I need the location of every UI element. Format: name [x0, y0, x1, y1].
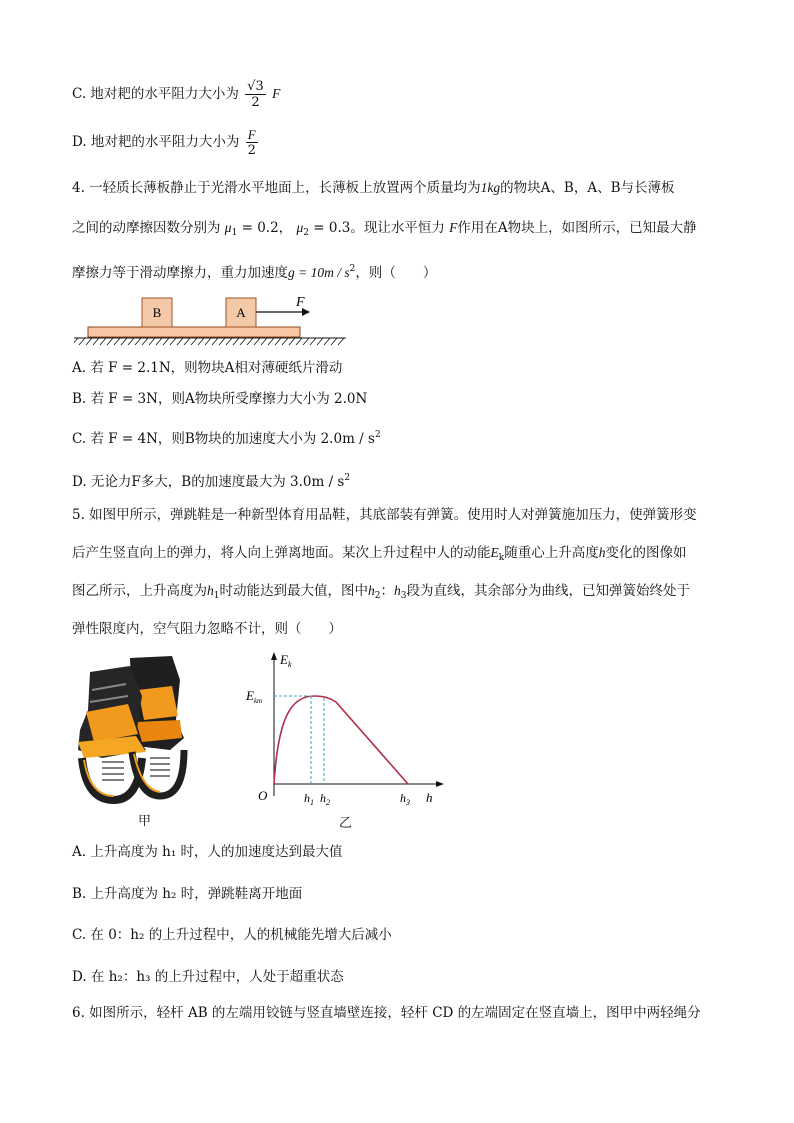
figure-right-caption: 乙 — [339, 816, 353, 831]
force-label: F — [296, 295, 305, 310]
hatch-stroke — [212, 338, 218, 345]
mu2-subscript: 2 — [303, 228, 309, 238]
hatch-stroke — [86, 338, 92, 345]
h2-symbol: h — [367, 583, 375, 598]
block-b-label: B — [152, 305, 162, 320]
q5-text: 段为直线，其余部分为曲线，已知弹簧始终处于 — [406, 583, 690, 599]
hatch-stroke — [324, 338, 330, 345]
hatch-stroke — [205, 338, 211, 345]
hatch-stroke — [338, 338, 344, 345]
hatch-stroke — [121, 338, 127, 345]
q5-option-c — [72, 925, 392, 945]
h2-label: $h_2$ — [320, 791, 330, 807]
ek-h-graph — [238, 650, 448, 810]
q4-text: 作用在A物块上，如图所示，已知最大静 — [457, 220, 697, 236]
hatch-stroke — [261, 338, 267, 345]
colon: ： — [380, 583, 394, 599]
subscript: 3 — [400, 591, 407, 601]
q5-text: 弹性限度内，空气阻力忽略不计，则（ ） — [72, 621, 342, 637]
hatch-stroke — [198, 338, 204, 345]
q4-option-c-text: C. 若 F = 4N，则B物块的加速度大小为 2.0m / s — [72, 431, 375, 447]
q4-board-blocks-figure — [74, 292, 354, 348]
q5-text: 时动能达到最大值，图中 — [219, 583, 368, 599]
q5-option-b — [72, 884, 302, 904]
hatch-stroke — [107, 338, 113, 345]
q4-text: ，则（ ） — [355, 265, 437, 281]
hatch-stroke — [191, 338, 197, 345]
fraction-denominator: 2 — [251, 95, 260, 110]
q5-stem-line-2 — [72, 543, 686, 568]
mu1-subscript: 1 — [231, 228, 238, 238]
hatch-stroke — [296, 338, 302, 345]
ek-subscript: k — [498, 553, 505, 563]
hatch-stroke — [163, 338, 169, 345]
hatch-stroke — [289, 338, 295, 345]
sqrt3-over-2-fraction — [245, 80, 266, 109]
hatch-stroke — [128, 338, 134, 345]
superscript: 2 — [374, 430, 381, 440]
figure-left-caption: 甲 — [138, 814, 152, 829]
q4-text: 4. 一轻质长薄板静止于光滑水平地面上，长薄板上放置两个质量均为 — [72, 180, 481, 196]
x-axis-label: h — [426, 790, 433, 805]
q4-option-b-text: B. 若 F = 3N，则A物块所受摩擦力大小为 2.0N — [72, 391, 368, 407]
hatch-stroke — [156, 338, 162, 345]
subscript: 2 — [374, 591, 381, 601]
h1-label: $h_1$ — [304, 791, 314, 807]
hatch-stroke — [233, 338, 239, 345]
hatch-stroke — [247, 338, 253, 345]
q4-option-d — [72, 468, 350, 492]
hatch-stroke — [254, 338, 260, 345]
hatch-stroke — [317, 338, 323, 345]
hatch-stroke — [170, 338, 176, 345]
jumping-shoes-photo — [72, 650, 192, 805]
subscript: 1 — [213, 591, 220, 601]
mu1-value: = 0.2， — [241, 220, 293, 236]
q4-stem-line-3 — [72, 259, 436, 283]
hatch-stroke — [142, 338, 148, 345]
spring-arcs — [82, 750, 184, 800]
hatch-stroke — [331, 338, 337, 345]
hatch-stroke — [303, 338, 309, 345]
q4-text: 。现让水平恒力 — [350, 220, 445, 236]
hatch-stroke — [100, 338, 106, 345]
fraction-numerator: √3 — [247, 79, 264, 94]
y-axis-arrow — [271, 652, 277, 660]
q5-stem-line-1 — [72, 505, 697, 525]
q4-option-d-text: D. 无论力F多大，B的加速度最大为 3.0m / s — [72, 474, 345, 490]
ek-symbol: E — [490, 545, 499, 560]
h3-label: $h_3$ — [400, 791, 410, 807]
q4-stem-line-1 — [72, 178, 675, 198]
force-symbol: F — [272, 86, 281, 101]
y-axis-label: $E_k$ — [280, 652, 292, 669]
ek-curve — [274, 696, 408, 784]
q4-text: 之间的动摩擦因数分别为 — [72, 220, 221, 236]
ground-hatching — [74, 338, 344, 345]
hatch-stroke — [219, 338, 225, 345]
fraction-numerator: F — [247, 127, 256, 142]
q5-option-a-text: A. 上升高度为 h₁ 时，人的加速度达到最大值 — [72, 844, 343, 860]
superscript: 2 — [344, 473, 351, 483]
mu2-value: = 0.3 — [313, 220, 351, 236]
force-symbol: F — [449, 220, 458, 235]
q5-option-b-text: B. 上升高度为 h₂ 时，弹跳鞋离开地面 — [72, 886, 303, 902]
h3-symbol: h — [393, 583, 401, 598]
mu2-symbol: μ — [296, 220, 304, 235]
hatch-stroke — [275, 338, 281, 345]
q4-option-a — [72, 358, 342, 378]
hatch-stroke — [184, 338, 190, 345]
block-a-label: A — [236, 305, 246, 320]
q4-option-a-text: A. 若 F = 2.1N，则物块A相对薄硬纸片滑动 — [72, 360, 343, 376]
origin-label: O — [258, 788, 268, 803]
q4-stem-line-2 — [72, 218, 697, 243]
hatch-stroke — [310, 338, 316, 345]
q5-option-c-text: C. 在 0：h₂ 的上升过程中，人的机械能先增大后减小 — [72, 927, 392, 943]
ekm-label: $E_{km}$ — [246, 688, 263, 705]
superscript: 2 — [349, 264, 356, 274]
mu1-symbol: μ — [224, 220, 232, 235]
q6-text: 6. 如图所示，轻杆 AB 的左端用铰链与竖直墙壁连接，轻杆 CD 的左端固定在竖直墙上，图甲中两轻绳分 — [72, 1005, 701, 1021]
q5-text: 变化的图像如 — [605, 545, 687, 561]
hatch-stroke — [135, 338, 141, 345]
q3-option-d — [72, 127, 260, 158]
q5-option-d — [72, 967, 344, 987]
x-axis-arrow — [436, 781, 444, 787]
q5-stem-line-3 — [72, 581, 690, 606]
hatch-stroke — [282, 338, 288, 345]
q5-text: 随重心上升高度 — [504, 545, 599, 561]
q3-option-d-text: D. 地对耙的水平阻力大小为 — [72, 134, 240, 150]
q4-text: 的物块A、B，A、B与长薄板 — [500, 180, 675, 196]
gravity-value: g = 10m / s — [288, 265, 350, 280]
q3-option-c-text: C. 地对耙的水平阻力大小为 — [72, 86, 239, 102]
hatch-stroke — [114, 338, 120, 345]
hatch-stroke — [177, 338, 183, 345]
mass-value: 1kg — [480, 180, 501, 195]
q5-option-a — [72, 842, 343, 862]
q4-option-c — [72, 425, 381, 449]
hatch-stroke — [93, 338, 99, 345]
q4-text: 摩擦力等于滑动摩擦力，重力加速度 — [72, 265, 288, 281]
q3-option-c — [72, 79, 281, 110]
fraction-denominator: 2 — [247, 143, 256, 158]
h-symbol: h — [598, 545, 606, 560]
hatch-stroke — [268, 338, 274, 345]
q5-text: 5. 如图甲所示，弹跳鞋是一种新型体育用品鞋，其底部装有弹簧。使用时人对弹簧施加压力，使弹簧形变 — [72, 507, 697, 523]
long-board — [88, 327, 300, 337]
q5-option-d-text: D. 在 h₂：h₃ 的上升过程中，人处于超重状态 — [72, 969, 344, 985]
q6-stem-line-1 — [72, 1003, 701, 1023]
hatch-stroke — [149, 338, 155, 345]
q5-stem-line-4 — [72, 619, 342, 639]
hatch-stroke — [79, 338, 85, 345]
hatch-stroke — [74, 338, 78, 345]
q5-text: 图乙所示，上升高度为 — [72, 583, 207, 599]
q4-option-b — [72, 389, 367, 409]
hatch-stroke — [240, 338, 246, 345]
hatch-stroke — [226, 338, 232, 345]
h1-symbol: h — [207, 583, 214, 598]
q5-text: 后产生竖直向上的弹力，将人向上弹离地面。某次上升过程中人的动能 — [72, 545, 491, 561]
f-over-2-fraction — [246, 128, 258, 157]
